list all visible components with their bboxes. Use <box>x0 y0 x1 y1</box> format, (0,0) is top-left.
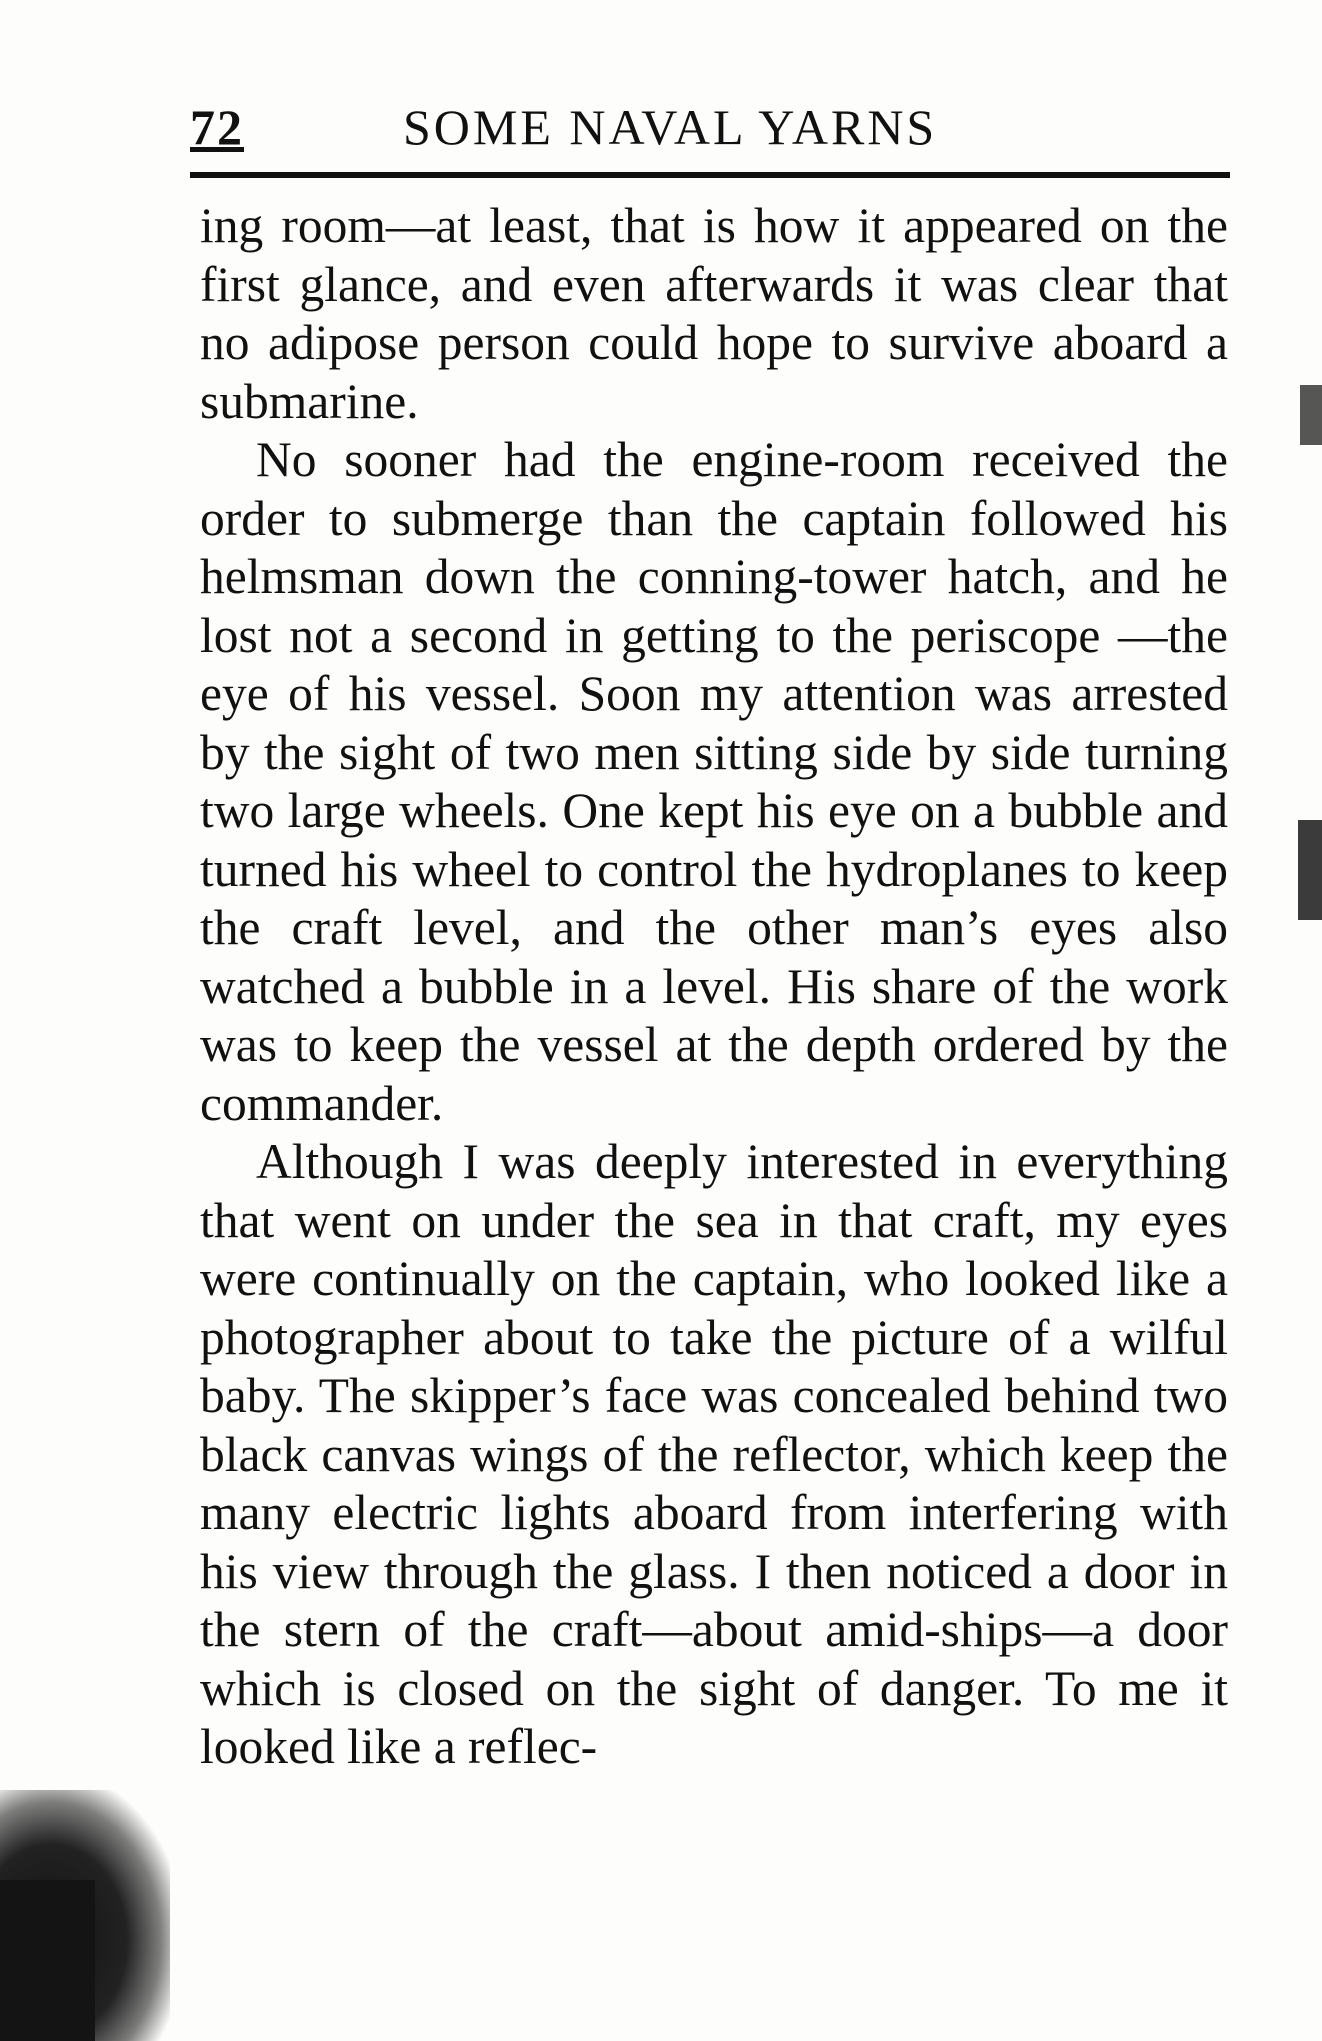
paragraph-1: ing room—at least, that is how it appeared on the first glance, and even afterwards it was clear that no adipose person could hope to survive aboard a submarine. <box>200 198 1228 429</box>
page-number: 72 <box>190 99 244 155</box>
scan-smudge <box>1298 820 1322 920</box>
scan-smudge <box>1300 385 1322 445</box>
paragraph-2: No sooner had the engine-room received the order to submerge than the captain followed his helmsman down the conning-tower hatch, and he lost not a second in getting to the periscope —the eye of his vessel. Soon my attention was arrested by the sight of two men sitting side by side turning two large wheels. One kept his eye on a bubble and turned his wheel to control the hydroplanes to keep the craft level, and the other man’s eyes also watched a bubble in a level. His share of the work was to keep the vessel at the depth ordered by the commander. <box>200 432 1228 1131</box>
running-title: SOME NAVAL YARNS <box>403 99 938 155</box>
header-rule <box>190 172 1230 178</box>
paragraph-3: Although I was deeply interested in everything that went on under the sea in that craft, my eyes were continually on the captain, who looked like a photographer about to take the picture of a wilful baby. The skipper’s face was concealed behind two black canvas wings of the reflector, which keep the many electric lights aboard from interfering with his view through the glass. I then noticed a door in the stern of the craft—about amid-ships—a door which is closed on the sight of danger. To me it looked like a reflec- <box>200 1134 1228 1774</box>
scan-smudge <box>0 1880 95 2041</box>
body-text <box>200 197 1228 1777</box>
running-head <box>190 98 1230 168</box>
